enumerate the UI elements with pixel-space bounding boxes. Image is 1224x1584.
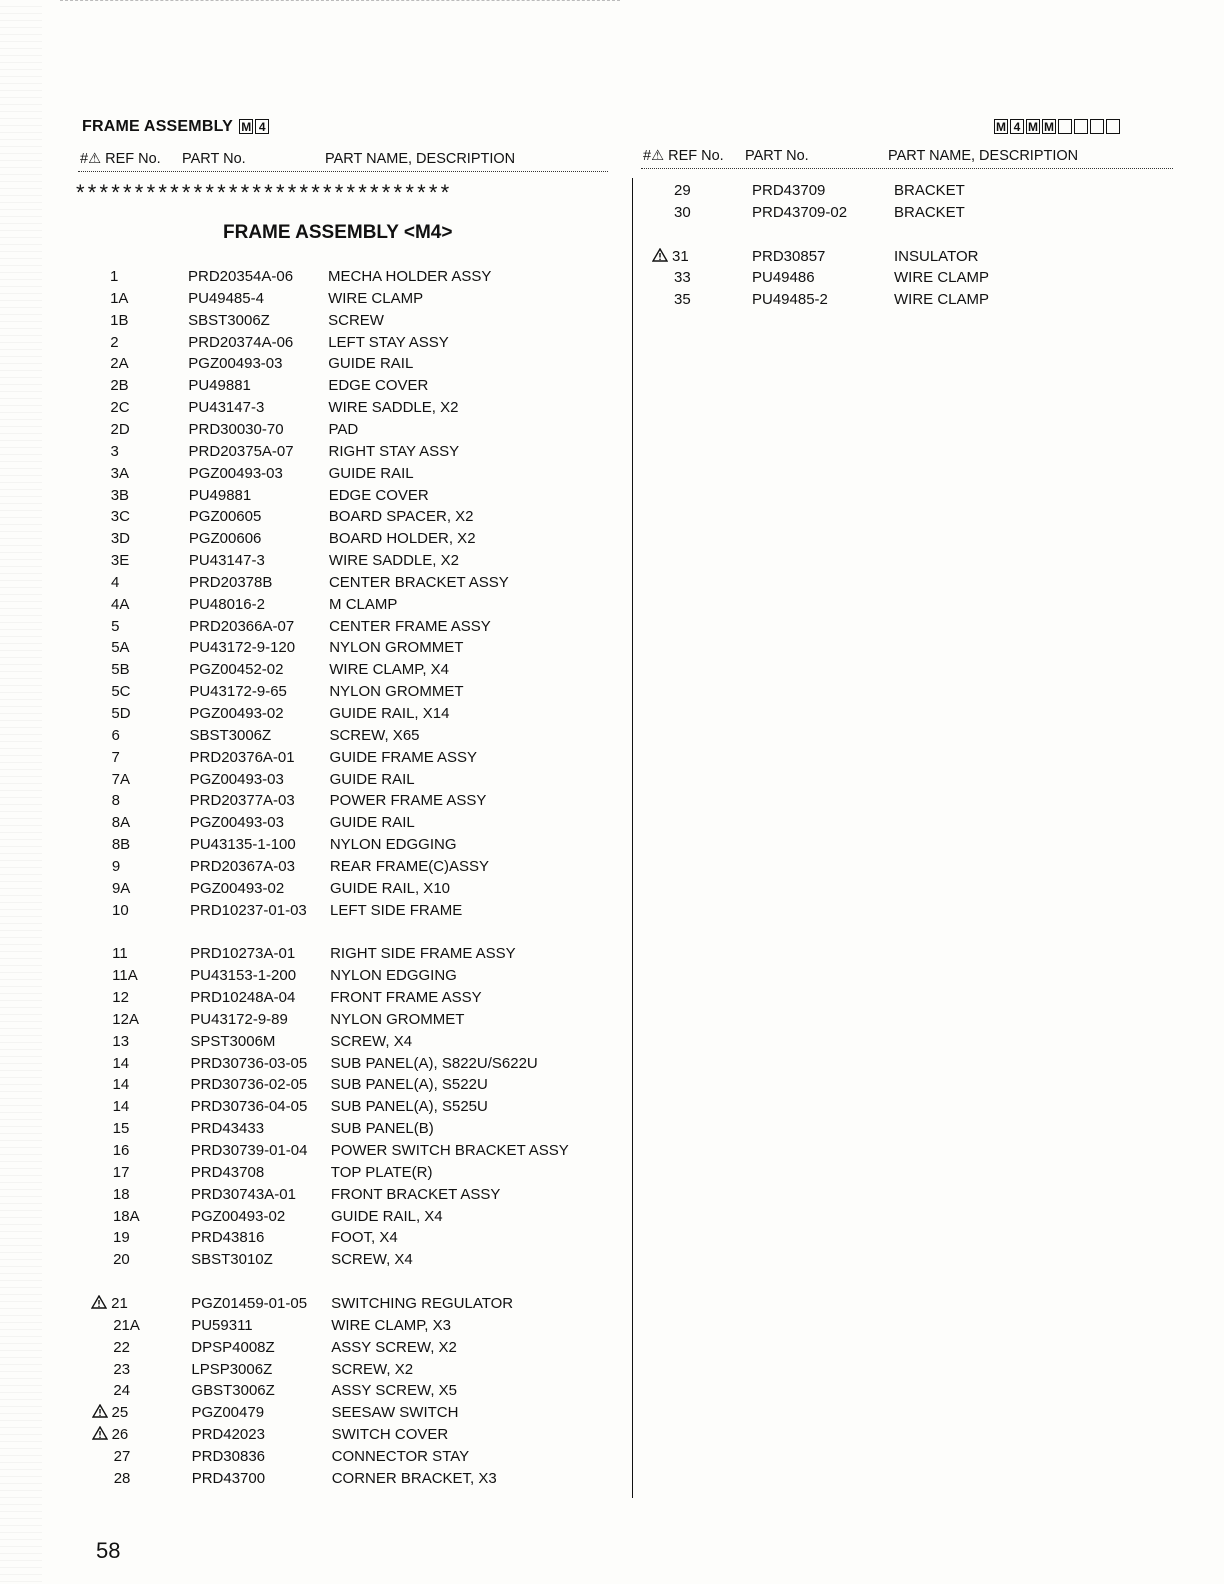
ref-no xyxy=(111,485,171,507)
model-box xyxy=(1106,119,1120,134)
model-box xyxy=(1058,119,1072,134)
part-number: SBST3010Z xyxy=(191,1251,273,1269)
ref-no-text: 5 xyxy=(111,617,120,635)
part-number: PRD43708 xyxy=(190,1163,265,1181)
part-number: PRD10237-01-03 xyxy=(190,901,307,919)
ref-no-text: 14 xyxy=(112,1054,130,1072)
ref-no xyxy=(110,332,170,354)
warning-triangle-icon xyxy=(91,1295,111,1312)
part-description: NYLON GROMMET xyxy=(329,639,464,657)
ref-no-text: 3B xyxy=(110,486,130,504)
ref-no xyxy=(111,506,171,528)
ref-no-text: 2C xyxy=(110,399,130,417)
model-code-boxes xyxy=(237,118,269,135)
part-description: PAD xyxy=(328,420,359,438)
ref-no xyxy=(112,747,172,769)
part-description: WIRE CLAMP xyxy=(894,269,990,287)
page-number: 58 xyxy=(96,1538,121,1563)
part-description: SCREW, X4 xyxy=(330,1032,413,1050)
header-ref: #⚠ REF No. xyxy=(80,151,161,167)
part-number: PRD30736-03-05 xyxy=(190,1054,308,1072)
model-box xyxy=(1090,119,1104,134)
part-number: PU43172-9-65 xyxy=(189,683,287,701)
ref-no-text: 19 xyxy=(113,1229,130,1247)
part-number: PRD30736-02-05 xyxy=(190,1076,308,1094)
part-number: LPSP3006Z xyxy=(191,1360,273,1378)
ref-no-text: 2 xyxy=(110,333,119,351)
column-divider xyxy=(632,178,633,1498)
ref-no-text: 12A xyxy=(112,1010,139,1028)
ref-no xyxy=(112,943,172,965)
part-number: PGZ00493-02 xyxy=(189,705,284,722)
part-number: PU43135-1-100 xyxy=(189,836,296,854)
ref-no-text: 29 xyxy=(674,182,691,199)
ref-no-text: 5C xyxy=(111,683,131,701)
part-number: PRD43709-02 xyxy=(752,203,848,221)
ref-no xyxy=(112,834,172,856)
part-number: PGZ00452-02 xyxy=(189,661,284,679)
ref-no-text: 12 xyxy=(112,989,129,1007)
part-number: PU43172-9-89 xyxy=(190,1010,288,1028)
ref-no xyxy=(111,616,171,638)
ref-no xyxy=(113,1359,173,1381)
ref-no-text: 23 xyxy=(113,1360,131,1378)
part-number: PGZ00493-03 xyxy=(188,464,283,482)
ref-no-text: 15 xyxy=(112,1120,130,1138)
part-description: GUIDE RAIL, X10 xyxy=(329,879,450,897)
part-number: SBST3006Z xyxy=(188,311,270,329)
part-description: M CLAMP xyxy=(329,595,398,613)
ref-no xyxy=(112,856,172,878)
ref-no xyxy=(110,419,170,441)
ref-no xyxy=(110,397,170,419)
part-number: PRD30836 xyxy=(191,1447,266,1465)
part-description: BRACKET xyxy=(894,203,965,221)
ref-no xyxy=(114,1468,174,1490)
part-description: SUB PANEL(A), S822U/S622U xyxy=(330,1054,538,1072)
ref-no-text: 3A xyxy=(110,464,129,482)
ref-no-text: 16 xyxy=(112,1142,130,1159)
part-description: NYLON EDGGING xyxy=(329,836,457,854)
ref-no xyxy=(111,441,171,463)
part-number: PRD20375A-07 xyxy=(188,442,294,460)
part-number: PRD20367A-03 xyxy=(189,857,295,875)
part-description: NYLON EDGGING xyxy=(330,967,457,985)
part-number: PRD30030-70 xyxy=(188,420,284,438)
part-number: PU49485-2 xyxy=(752,291,828,309)
part-number: SBST3006Z xyxy=(189,726,272,744)
ref-no xyxy=(112,900,172,922)
ref-no-text: 9A xyxy=(111,879,131,897)
part-number: PRD10273A-01 xyxy=(190,945,296,963)
part-description: FRONT FRAME ASSY xyxy=(330,989,482,1007)
ref-no-text: 7A xyxy=(111,770,130,788)
header-part: PART No. xyxy=(745,148,809,164)
ref-no-text: 27 xyxy=(113,1447,131,1465)
ref-no-text: 3D xyxy=(110,530,131,548)
ref-no-text: 28 xyxy=(113,1469,131,1487)
ref-no xyxy=(113,1162,173,1184)
part-number: PGZ00606 xyxy=(188,530,262,548)
right-column-header xyxy=(643,148,1173,168)
part-description: GUIDE RAIL xyxy=(329,814,415,832)
ref-no xyxy=(113,1140,173,1162)
part-description: SCREW xyxy=(328,311,384,329)
part-number: PRD30743A-01 xyxy=(190,1185,296,1203)
part-number: DPSP4008Z xyxy=(191,1338,275,1356)
ref-no xyxy=(91,1293,151,1315)
part-description: WIRE SADDLE, X2 xyxy=(328,399,459,417)
ref-no-text: 6 xyxy=(111,726,120,744)
ref-no-text: 11A xyxy=(112,967,138,985)
part-number: PU49881 xyxy=(188,377,251,395)
part-description: EDGE COVER xyxy=(328,377,429,395)
part-number: PU43172-9-120 xyxy=(189,639,296,657)
ref-no-text: 9 xyxy=(111,857,121,875)
ref-no-text: 30 xyxy=(674,203,691,221)
part-description: FRONT BRACKET ASSY xyxy=(330,1185,501,1203)
part-description: GUIDE RAIL xyxy=(329,770,415,788)
ref-no-text: 13 xyxy=(112,1032,130,1050)
part-number: GBST3006Z xyxy=(191,1382,275,1400)
ref-no-text: 17 xyxy=(112,1163,130,1181)
part-description: WIRE CLAMP, X4 xyxy=(329,661,450,679)
ref-no xyxy=(111,550,171,572)
scan-top-edge xyxy=(60,0,620,9)
ref-no xyxy=(110,266,170,288)
part-description: MECHA HOLDER ASSY xyxy=(328,268,492,285)
ref-no xyxy=(112,769,172,791)
ref-no xyxy=(110,353,170,375)
ref-no xyxy=(674,267,734,289)
part-number: PU49881 xyxy=(188,486,252,504)
ref-no xyxy=(112,878,172,900)
part-description: SWITCHING REGULATOR xyxy=(331,1294,514,1312)
ref-no xyxy=(113,1074,173,1096)
part-description: FOOT, X4 xyxy=(331,1229,398,1247)
part-number: PU43153-1-200 xyxy=(190,967,297,985)
ref-no xyxy=(674,202,734,224)
scan-edge-shadow xyxy=(0,0,42,1584)
ref-no xyxy=(112,1053,172,1075)
ref-no xyxy=(111,528,171,550)
ref-no-text: 18A xyxy=(112,1207,140,1225)
ref-no-text: 3E xyxy=(110,552,130,570)
ref-no xyxy=(112,812,172,834)
header-desc: PART NAME, DESCRIPTION xyxy=(325,151,516,167)
part-description: EDGE COVER xyxy=(328,486,429,504)
ref-no xyxy=(112,1009,172,1031)
part-number: PU48016-2 xyxy=(189,595,265,613)
part-description: CENTER BRACKET ASSY xyxy=(328,573,509,591)
ref-no xyxy=(113,1315,173,1337)
ref-no-text: 4 xyxy=(110,573,120,591)
ref-no xyxy=(113,1249,173,1271)
part-description: GUIDE RAIL, X4 xyxy=(330,1207,443,1225)
part-description: CONNECTOR STAY xyxy=(331,1447,470,1465)
part-description: SWITCH COVER xyxy=(331,1426,449,1444)
warning-triangle-icon xyxy=(92,1426,112,1443)
ref-no-text: 5D xyxy=(111,705,131,722)
part-description: WIRE CLAMP xyxy=(328,289,424,307)
part-number: PRD43709 xyxy=(752,182,826,199)
ref-no xyxy=(111,703,171,725)
ref-no xyxy=(674,289,734,311)
part-number: PGZ00493-03 xyxy=(188,355,283,373)
part-number: PGZ00493-02 xyxy=(189,879,285,897)
part-description: BRACKET xyxy=(894,182,965,199)
ref-no xyxy=(652,246,712,268)
header-part: PART No. xyxy=(182,151,246,167)
ref-no xyxy=(113,1337,173,1359)
ref-no xyxy=(92,1424,152,1446)
part-description: SUB PANEL(B) xyxy=(330,1120,434,1138)
header-ref: #⚠ REF No. xyxy=(643,148,724,164)
part-number: PU59311 xyxy=(191,1316,253,1334)
ref-no-text: 14 xyxy=(112,1098,130,1116)
ref-no xyxy=(113,1206,173,1228)
part-number: PRD20376A-01 xyxy=(189,748,295,766)
ref-no-text: 5A xyxy=(111,639,130,657)
part-description: POWER FRAME ASSY xyxy=(329,792,487,810)
ref-no xyxy=(111,659,171,681)
ref-no-text: 1 xyxy=(110,268,119,285)
ref-no-text: 21 xyxy=(111,1294,128,1312)
ref-no-text: 3 xyxy=(110,442,119,460)
ref-no-text: 22 xyxy=(113,1338,130,1356)
ref-no xyxy=(112,1031,172,1053)
header-dotted-rule xyxy=(78,171,608,172)
star-divider: ******************************** xyxy=(76,180,453,205)
part-description: TOP PLATE(R) xyxy=(330,1163,433,1181)
part-description: SUB PANEL(A), S525U xyxy=(330,1098,488,1116)
ref-no-text: 35 xyxy=(674,291,691,309)
part-number: PRD42023 xyxy=(191,1426,265,1444)
header-dotted-rule-right xyxy=(641,168,1173,169)
part-description: INSULATOR xyxy=(894,247,979,265)
ref-no xyxy=(111,463,171,485)
ref-no xyxy=(110,310,170,332)
part-number: PGZ01459-01-05 xyxy=(191,1294,308,1312)
warning-triangle-icon xyxy=(652,248,672,265)
subsection-title: FRAME ASSEMBLY <M4> xyxy=(223,222,453,243)
part-description: RIGHT STAY ASSY xyxy=(328,442,460,460)
model-box: M xyxy=(1044,120,1054,135)
ref-no xyxy=(112,987,172,1009)
part-number: PRD20366A-07 xyxy=(189,617,295,635)
ref-no-text: 14 xyxy=(112,1076,130,1094)
part-description: GUIDE RAIL xyxy=(328,464,414,482)
part-description: CENTER FRAME ASSY xyxy=(329,617,491,635)
part-number: PRD20377A-03 xyxy=(189,792,295,810)
ref-no xyxy=(110,288,170,310)
part-description: WIRE CLAMP, X3 xyxy=(331,1316,451,1334)
part-description: SCREW, X65 xyxy=(329,726,420,744)
part-description: SCREW, X4 xyxy=(331,1251,413,1269)
part-description: GUIDE RAIL xyxy=(328,355,414,373)
part-number: PRD43700 xyxy=(191,1469,266,1487)
part-number: PRD30739-01-04 xyxy=(190,1142,308,1159)
ref-no xyxy=(111,681,171,703)
part-number: PGZ00479 xyxy=(191,1404,265,1422)
ref-no-text: 10 xyxy=(112,901,129,919)
ref-no-text: 2B xyxy=(110,377,129,395)
ref-no-text: 31 xyxy=(672,247,689,265)
part-number: PRD20378B xyxy=(188,573,273,591)
ref-no-text: 8 xyxy=(111,792,121,810)
ref-no-text: 11 xyxy=(112,945,128,963)
ref-no-text: 1A xyxy=(110,289,129,307)
part-number: PGZ00605 xyxy=(188,508,262,526)
part-description: GUIDE FRAME ASSY xyxy=(329,748,478,766)
part-description: GUIDE RAIL, X14 xyxy=(329,705,450,722)
ref-no xyxy=(113,1118,173,1140)
part-number: PRD10248A-04 xyxy=(190,989,296,1007)
ref-no xyxy=(111,594,171,616)
part-description: WIRE CLAMP xyxy=(894,291,990,309)
part-description: ASSY SCREW, X5 xyxy=(331,1382,458,1400)
ref-no-text: 2D xyxy=(110,420,130,438)
model-box: M xyxy=(996,120,1006,135)
part-description: SCREW, X2 xyxy=(331,1360,414,1378)
part-description: WIRE SADDLE, X2 xyxy=(328,552,459,570)
part-description: NYLON GROMMET xyxy=(329,683,464,701)
ref-no xyxy=(112,965,172,987)
ref-no xyxy=(113,1227,173,1249)
section-title-text: FRAME ASSEMBLY xyxy=(82,118,233,135)
part-number: PRD20354A-06 xyxy=(188,268,294,285)
part-description: CORNER BRACKET, X3 xyxy=(331,1469,497,1487)
ref-no-text: 8A xyxy=(111,814,131,832)
ref-no-text: 21A xyxy=(113,1316,140,1334)
part-description: RIGHT SIDE FRAME ASSY xyxy=(330,945,516,963)
model-box: 4 xyxy=(255,119,269,134)
header-desc: PART NAME, DESCRIPTION xyxy=(888,148,1079,164)
model-box: 4 xyxy=(1010,119,1024,134)
ref-no xyxy=(114,1446,174,1468)
part-description: SEESAW SWITCH xyxy=(331,1404,459,1422)
ref-no-text: 20 xyxy=(113,1251,130,1269)
ref-no-text: 2A xyxy=(110,355,129,373)
part-description: LEFT STAY ASSY xyxy=(328,333,449,351)
part-number: PRD20374A-06 xyxy=(188,333,294,351)
ref-no xyxy=(113,1184,173,1206)
part-description: NYLON GROMMET xyxy=(330,1010,465,1028)
ref-no xyxy=(92,1402,152,1424)
ref-no xyxy=(110,375,170,397)
ref-no-text: 33 xyxy=(674,269,691,287)
ref-no-text: 7 xyxy=(111,748,120,766)
warning-triangle-icon xyxy=(92,1404,112,1421)
part-description: SUB PANEL(A), S522U xyxy=(330,1076,488,1094)
model-box: M xyxy=(1028,120,1038,135)
part-number: PGZ00493-03 xyxy=(189,770,284,788)
section-title xyxy=(82,118,269,136)
part-number: PU43147-3 xyxy=(188,399,265,417)
ref-no-text: 1B xyxy=(110,311,129,329)
ref-no-text: 4A xyxy=(111,595,130,613)
part-number: PRD43433 xyxy=(190,1120,265,1138)
ref-no-text: 25 xyxy=(111,1404,129,1422)
ref-no xyxy=(112,790,172,812)
part-description: POWER SWITCH BRACKET ASSY xyxy=(330,1142,569,1159)
ref-no xyxy=(113,1380,173,1402)
ref-no xyxy=(111,725,171,747)
part-description: BOARD HOLDER, X2 xyxy=(328,530,476,548)
ref-no-text: 24 xyxy=(113,1382,131,1400)
part-description: ASSY SCREW, X2 xyxy=(331,1338,457,1356)
part-number: PU43147-3 xyxy=(188,552,265,570)
model-code-boxes-right xyxy=(992,118,1120,136)
part-number: PRD30857 xyxy=(752,247,826,265)
model-box: M xyxy=(241,120,252,135)
part-number: PGZ00493-02 xyxy=(190,1207,286,1225)
model-box xyxy=(1074,119,1088,134)
ref-no xyxy=(111,572,171,594)
ref-no-text: 3C xyxy=(110,508,130,526)
ref-no xyxy=(674,180,734,202)
ref-no-text: 26 xyxy=(111,1426,129,1444)
part-number: PRD43816 xyxy=(191,1229,265,1247)
ref-no-text: 8B xyxy=(111,836,131,854)
part-number: PGZ00493-03 xyxy=(189,814,284,832)
ref-no-text: 18 xyxy=(112,1185,130,1203)
part-description: REAR FRAME(C)ASSY xyxy=(329,857,490,875)
part-description: LEFT SIDE FRAME xyxy=(330,901,463,919)
part-number: SPST3006M xyxy=(190,1032,276,1050)
part-number: PU49486 xyxy=(752,269,815,287)
ref-no-text: 5B xyxy=(111,661,130,679)
ref-no xyxy=(113,1096,173,1118)
ref-no xyxy=(111,637,171,659)
left-column-header xyxy=(80,151,610,171)
part-number: PU49485-4 xyxy=(188,289,264,307)
part-number: PRD30736-04-05 xyxy=(190,1098,308,1116)
part-description: BOARD SPACER, X2 xyxy=(328,508,474,526)
